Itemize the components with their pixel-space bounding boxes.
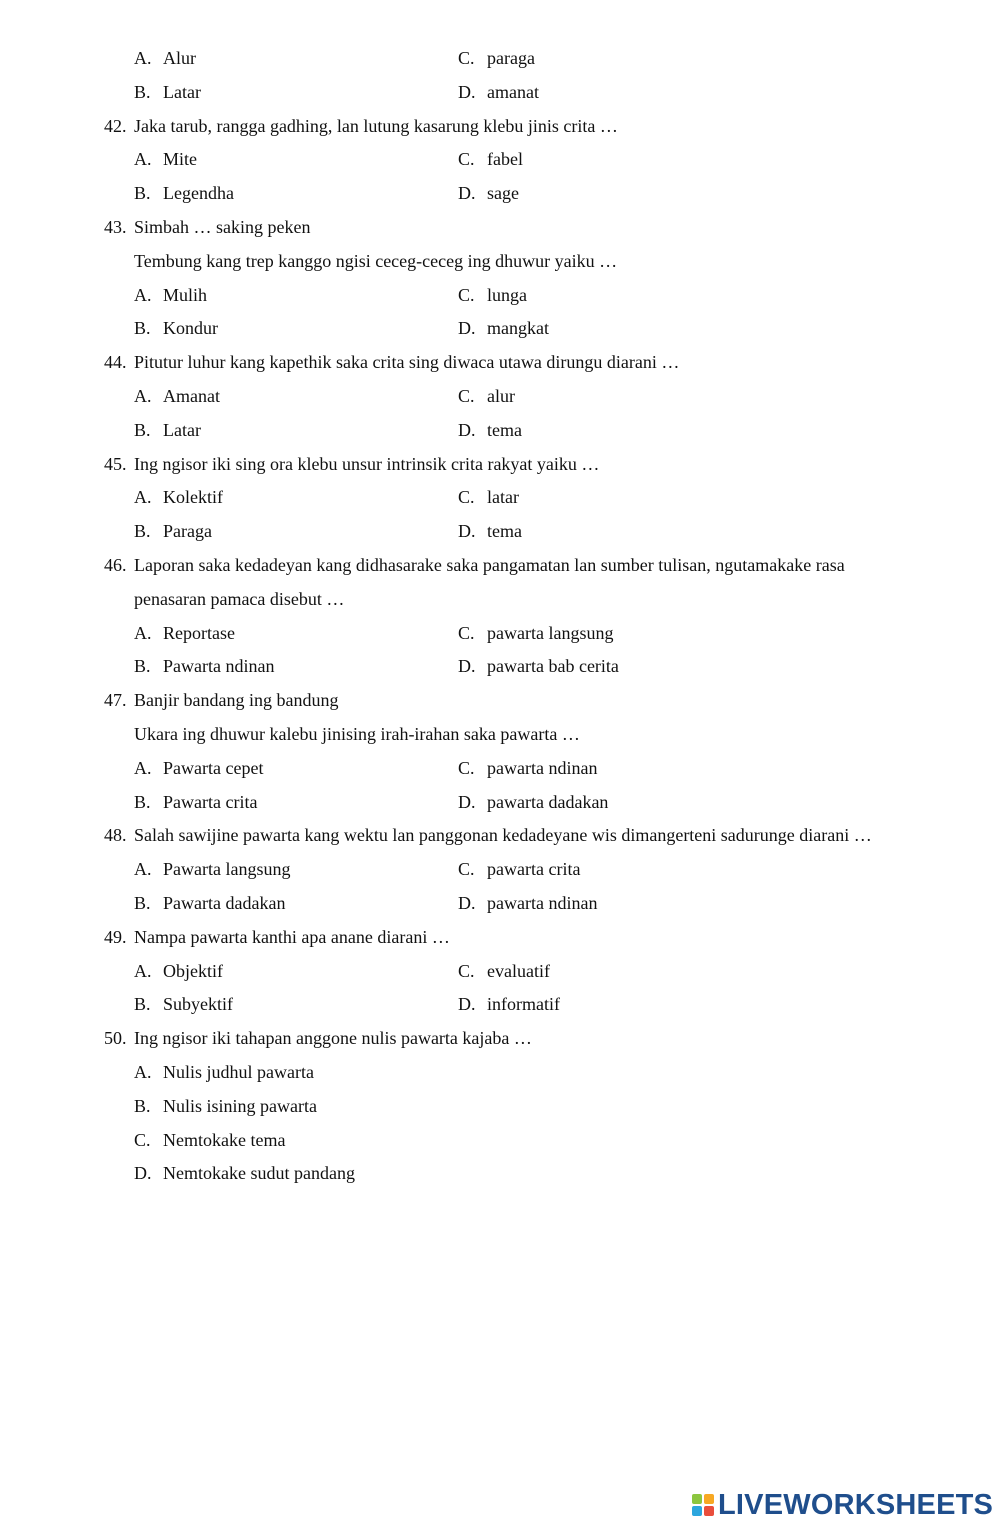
option-text: Pawarta cepet bbox=[163, 758, 264, 778]
option-text: Nulis judhul pawarta bbox=[163, 1062, 314, 1082]
option-label: C. bbox=[458, 859, 475, 879]
option-text: mangkat bbox=[487, 318, 549, 338]
option-text: pawarta bab cerita bbox=[487, 656, 619, 676]
option-text: Latar bbox=[163, 82, 201, 102]
question-number: 46. bbox=[104, 555, 127, 575]
option-text: Kondur bbox=[163, 318, 218, 338]
question-subtext: Ukara ing dhuwur kalebu jinising irah-irahan saka pawarta … bbox=[134, 724, 580, 744]
option-text: Nemtokake tema bbox=[163, 1130, 286, 1150]
answer-option bbox=[134, 317, 218, 339]
option-text: Mite bbox=[163, 149, 197, 169]
answer-option bbox=[134, 486, 223, 508]
answer-option bbox=[134, 1095, 317, 1117]
answer-option bbox=[134, 757, 263, 779]
option-text: Pawarta crita bbox=[163, 792, 258, 812]
option-label: D. bbox=[458, 318, 476, 338]
answer-option bbox=[458, 317, 549, 339]
option-label: C. bbox=[458, 623, 475, 643]
option-label: A. bbox=[134, 149, 152, 169]
answer-option bbox=[134, 385, 220, 407]
question-number: 47. bbox=[104, 690, 127, 710]
answer-option bbox=[134, 81, 201, 103]
answer-option bbox=[134, 284, 207, 306]
option-label: D. bbox=[458, 420, 476, 440]
option-text: amanat bbox=[487, 82, 539, 102]
logo-mark-square bbox=[704, 1494, 714, 1504]
answer-option bbox=[134, 622, 235, 644]
question-text: Pitutur luhur kang kapethik saka crita sing diwaca utawa dirungu diarani … bbox=[134, 352, 680, 372]
option-label: A. bbox=[134, 961, 152, 981]
option-label: B. bbox=[134, 420, 151, 440]
option-label: C. bbox=[458, 758, 475, 778]
answer-option bbox=[134, 993, 233, 1015]
option-text: informatif bbox=[487, 994, 560, 1014]
answer-option bbox=[134, 520, 212, 542]
answer-option bbox=[134, 1129, 285, 1151]
logo-mark-square bbox=[692, 1506, 702, 1516]
option-text: Mulih bbox=[163, 285, 208, 305]
option-label: D. bbox=[458, 82, 476, 102]
option-text: Nemtokake sudut pandang bbox=[163, 1163, 355, 1183]
answer-option bbox=[458, 960, 550, 982]
answer-option bbox=[458, 892, 597, 914]
option-text: Alur bbox=[163, 48, 196, 68]
option-label: A. bbox=[134, 285, 152, 305]
option-text: tema bbox=[487, 420, 522, 440]
liveworksheets-mark-icon bbox=[692, 1494, 714, 1516]
liveworksheets-logo bbox=[692, 1489, 993, 1521]
option-text: Subyektif bbox=[163, 994, 233, 1014]
question-number: 44. bbox=[104, 352, 127, 372]
option-label: C. bbox=[458, 285, 475, 305]
logo-mark-square bbox=[704, 1506, 714, 1516]
logo-mark-square bbox=[692, 1494, 702, 1504]
option-label: D. bbox=[458, 183, 476, 203]
option-label: D. bbox=[458, 521, 476, 541]
option-label: A. bbox=[134, 623, 152, 643]
question-number: 43. bbox=[104, 217, 127, 237]
option-text: Legendha bbox=[163, 183, 234, 203]
answer-option bbox=[134, 655, 274, 677]
answer-option bbox=[134, 892, 285, 914]
answer-option bbox=[134, 1162, 355, 1184]
question-subtext: Tembung kang trep kanggo ngisi ceceg-ceceg ing dhuwur yaiku … bbox=[134, 251, 618, 271]
option-label: B. bbox=[134, 1096, 151, 1116]
option-label: D. bbox=[458, 994, 476, 1014]
option-text: pawarta crita bbox=[487, 859, 581, 879]
option-label: B. bbox=[134, 792, 151, 812]
option-label: B. bbox=[134, 318, 151, 338]
answer-option bbox=[458, 182, 519, 204]
option-label: A. bbox=[134, 487, 152, 507]
option-label: B. bbox=[134, 82, 151, 102]
option-text: fabel bbox=[487, 149, 523, 169]
answer-option bbox=[134, 960, 223, 982]
question-text: Nampa pawarta kanthi apa anane diarani … bbox=[134, 927, 450, 947]
question-text: Ing ngisor iki tahapan anggone nulis pawarta kajaba … bbox=[134, 1028, 532, 1048]
question-text: Simbah … saking peken bbox=[134, 217, 311, 237]
option-text: Pawarta langsung bbox=[163, 859, 291, 879]
answer-option bbox=[458, 385, 515, 407]
answer-option bbox=[134, 419, 201, 441]
option-text: latar bbox=[487, 487, 519, 507]
option-text: paraga bbox=[487, 48, 535, 68]
option-text: Amanat bbox=[163, 386, 220, 406]
option-label: C. bbox=[134, 1130, 151, 1150]
option-label: A. bbox=[134, 1062, 152, 1082]
answer-option bbox=[458, 757, 597, 779]
question-number: 49. bbox=[104, 927, 127, 947]
option-label: D. bbox=[458, 893, 476, 913]
option-text: alur bbox=[487, 386, 515, 406]
option-text: Nulis isining pawarta bbox=[163, 1096, 317, 1116]
option-label: A. bbox=[134, 386, 152, 406]
question-number: 45. bbox=[104, 454, 127, 474]
question-text: Ing ngisor iki sing ora klebu unsur intrinsik crita rakyat yaiku … bbox=[134, 454, 600, 474]
answer-option bbox=[458, 993, 560, 1015]
answer-option bbox=[458, 520, 522, 542]
option-label: C. bbox=[458, 48, 475, 68]
option-text: pawarta langsung bbox=[487, 623, 614, 643]
option-text: pawarta ndinan bbox=[487, 893, 598, 913]
question-text: Jaka tarub, rangga gadhing, lan lutung kasarung klebu jinis crita … bbox=[134, 116, 618, 136]
answer-option bbox=[134, 182, 234, 204]
question-text: Banjir bandang ing bandung bbox=[134, 690, 339, 710]
question-subtext: penasaran pamaca disebut … bbox=[134, 589, 345, 609]
option-label: D. bbox=[458, 792, 476, 812]
answer-option bbox=[134, 47, 196, 69]
option-text: Kolektif bbox=[163, 487, 223, 507]
option-label: B. bbox=[134, 893, 151, 913]
question-text: Salah sawijine pawarta kang wektu lan panggonan kedadeyane wis dimangerteni sadurunge diarani … bbox=[134, 825, 872, 845]
option-label: C. bbox=[458, 149, 475, 169]
question-number: 42. bbox=[104, 116, 127, 136]
logo-text: LIVEWORKSHEETS bbox=[718, 1488, 994, 1521]
answer-option bbox=[458, 858, 580, 880]
option-label: D. bbox=[458, 656, 476, 676]
answer-option bbox=[134, 148, 197, 170]
option-label: A. bbox=[134, 758, 152, 778]
option-label: C. bbox=[458, 961, 475, 981]
answer-option bbox=[134, 858, 290, 880]
option-label: D. bbox=[134, 1163, 152, 1183]
answer-option bbox=[458, 81, 539, 103]
answer-option bbox=[458, 655, 619, 677]
option-label: A. bbox=[134, 48, 152, 68]
option-label: C. bbox=[458, 487, 475, 507]
option-text: Latar bbox=[163, 420, 201, 440]
option-label: B. bbox=[134, 521, 151, 541]
option-label: C. bbox=[458, 386, 475, 406]
answer-option bbox=[458, 486, 519, 508]
question-number: 48. bbox=[104, 825, 127, 845]
question-text: Laporan saka kedadeyan kang didhasarake saka pangamatan lan sumber tulisan, ngutamakake rasa bbox=[134, 555, 845, 575]
answer-option bbox=[458, 791, 608, 813]
answer-option bbox=[458, 284, 527, 306]
option-text: lunga bbox=[487, 285, 527, 305]
option-label: B. bbox=[134, 183, 151, 203]
option-text: pawarta dadakan bbox=[487, 792, 609, 812]
option-text: Reportase bbox=[163, 623, 235, 643]
answer-option bbox=[458, 148, 523, 170]
answer-option bbox=[458, 622, 613, 644]
option-text: evaluatif bbox=[487, 961, 550, 981]
option-label: A. bbox=[134, 859, 152, 879]
option-text: sage bbox=[487, 183, 519, 203]
option-text: pawarta ndinan bbox=[487, 758, 598, 778]
option-text: tema bbox=[487, 521, 522, 541]
answer-option bbox=[458, 47, 535, 69]
option-label: B. bbox=[134, 656, 151, 676]
question-number: 50. bbox=[104, 1028, 127, 1048]
option-text: Objektif bbox=[163, 961, 223, 981]
option-text: Pawarta ndinan bbox=[163, 656, 275, 676]
answer-option bbox=[134, 791, 257, 813]
answer-option bbox=[134, 1061, 314, 1083]
option-text: Pawarta dadakan bbox=[163, 893, 286, 913]
option-label: B. bbox=[134, 994, 151, 1014]
answer-option bbox=[458, 419, 522, 441]
option-text: Paraga bbox=[163, 521, 212, 541]
